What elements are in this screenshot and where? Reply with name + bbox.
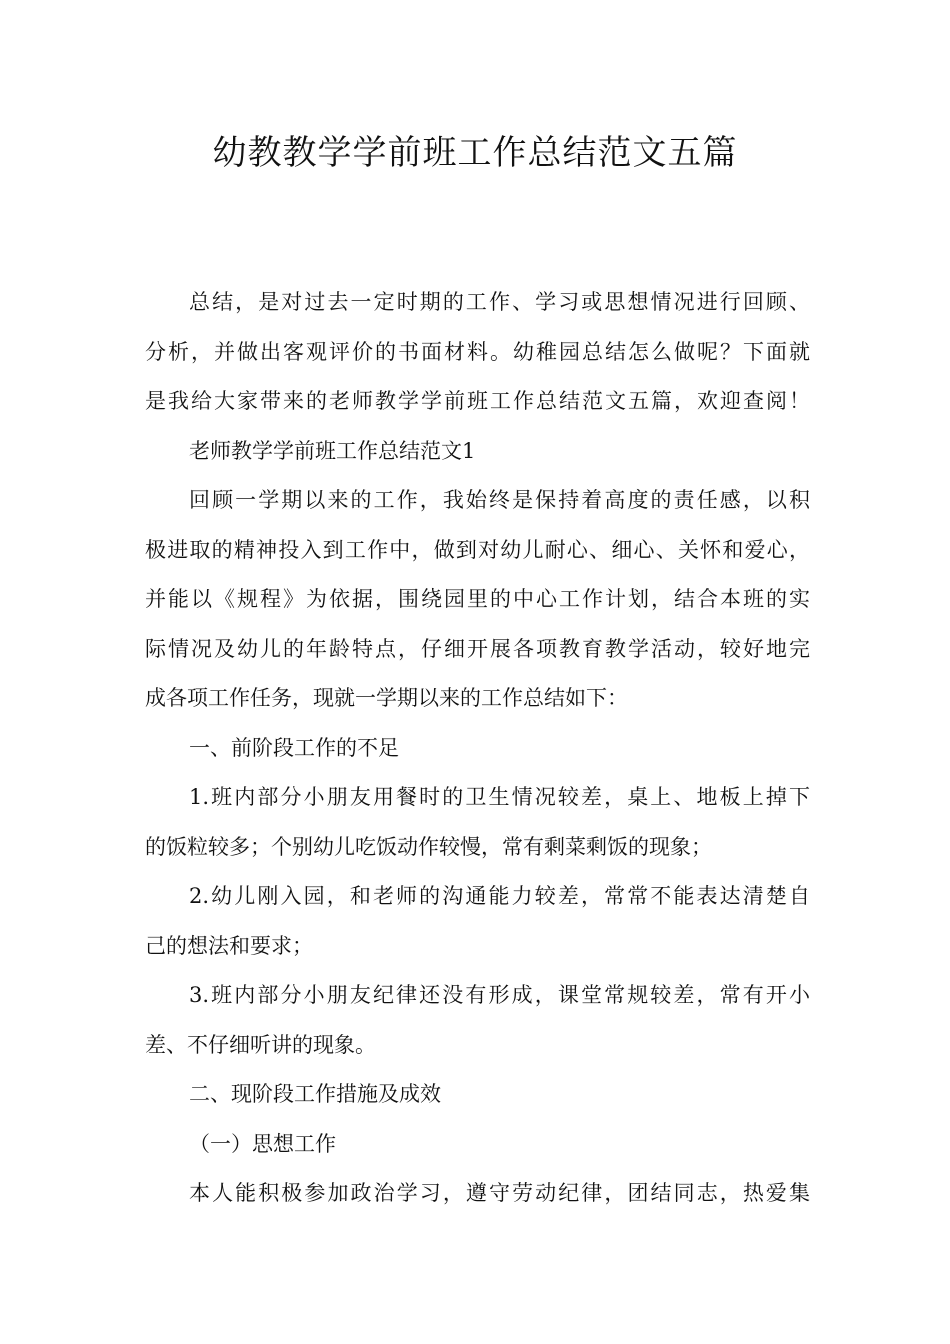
paragraph-line: 3.班内部分小朋友纪律还没有形成，课堂常规较差，常有开小 (189, 983, 810, 1007)
paragraph-line: 一、前阶段工作的不足 (189, 735, 399, 760)
paragraph-line: 并能以《规程》为依据，围绕园里的中心工作计划，结合本班的实 (145, 587, 810, 611)
paragraph-line: 己的想法和要求； (145, 933, 313, 958)
document-title: 幼教教学学前班工作总结范文五篇 (212, 133, 738, 173)
paragraph-line: 成各项工作任务，现就一学期以来的工作总结如下： (145, 686, 628, 710)
paragraph-line: 是我给大家带来的老师教学学前班工作总结范文五篇，欢迎查阅！ (145, 389, 810, 413)
paragraph-line: 二、现阶段工作措施及成效 (189, 1082, 441, 1106)
paragraph-line: （一）思想工作 (189, 1131, 336, 1156)
paragraph-line: 1.班内部分小朋友用餐时的卫生情况较差，桌上、地板上掉下 (189, 785, 810, 809)
paragraph-line: 回顾一学期以来的工作，我始终是保持着高度的责任感，以积 (189, 488, 810, 512)
paragraph-line: 的饭粒较多；个别幼儿吃饭动作较慢，常有剩菜剩饭的现象； (145, 834, 712, 859)
paragraph-line: 极进取的精神投入到工作中，做到对幼儿耐心、细心、关怀和爱心， (145, 537, 810, 562)
paragraph-line: 老师教学学前班工作总结范文1 (189, 438, 476, 463)
paragraph-line: 2.幼儿刚入园，和老师的沟通能力较差，常常不能表达清楚自 (189, 884, 810, 908)
paragraph-line: 差、不仔细听讲的现象。 (145, 1032, 376, 1057)
paragraph-line: 本人能积极参加政治学习，遵守劳动纪律，团结同志，热爱集 (189, 1181, 810, 1205)
document-body (145, 278, 810, 1219)
paragraph-line: 总结，是对过去一定时期的工作、学习或思想情况进行回顾、 (189, 290, 810, 314)
paragraph-line: 分析，并做出客观评价的书面材料。幼稚园总结怎么做呢？下面就 (145, 339, 810, 364)
paragraph-line: 际情况及幼儿的年龄特点，仔细开展各项教育教学活动，较好地完 (145, 636, 810, 661)
